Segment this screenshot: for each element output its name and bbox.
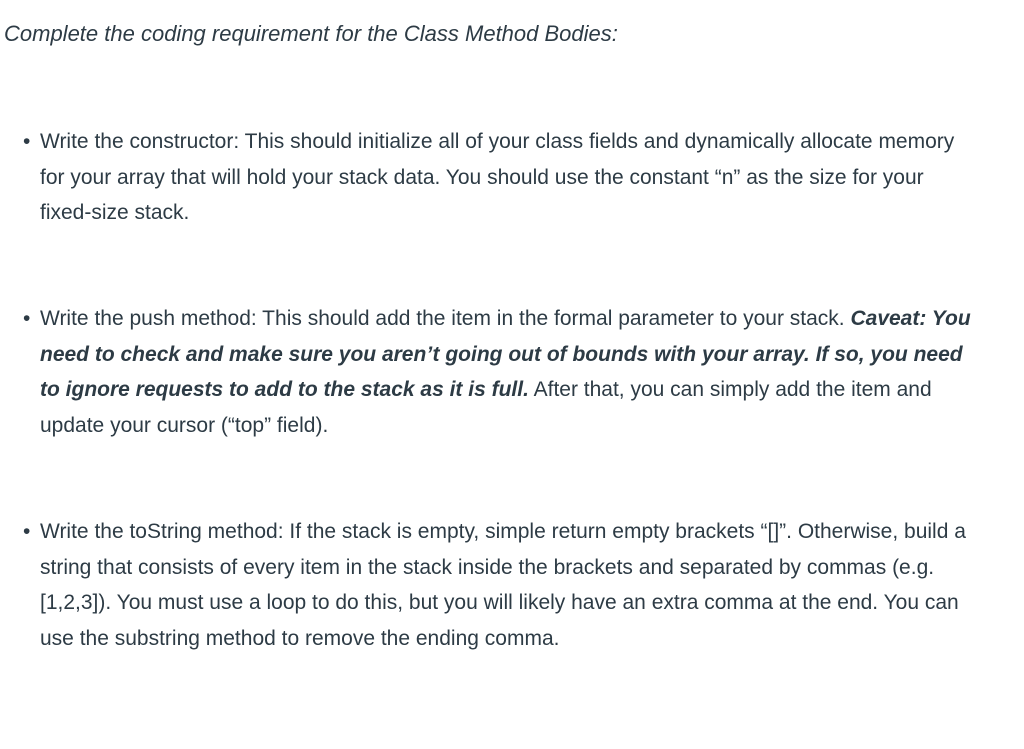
push-caveat-text: Caveat: You need to check and make sure you aren’t going out of bounds with your array. If so, you need to ignore requests to add to the stack as it is full. xyxy=(40,307,971,401)
bullet-dot-icon: • xyxy=(23,520,31,543)
constructor-requirement-item xyxy=(23,124,980,231)
tostring-requirement-item xyxy=(23,514,980,656)
constructor-requirement-text: Write the constructor: This should initialize all of your class fields and dynamically allocate memory for your array that will hold your stack data. You should use the constant “n” as the size for your fixed-size stack. xyxy=(40,130,955,224)
page-heading: Complete the coding requirement for the Class Method Bodies: xyxy=(4,21,618,46)
push-requirement-item xyxy=(23,301,980,443)
tostring-requirement-text: Write the toString method: If the stack is empty, simple return empty brackets “[]”. Otherwise, build a string that consists of every item in the stack inside the brackets and separated by commas (e.g. [1,2,3]). You must use a loop to do this, but you will likely have an extra comma at the end. You can use the substring method to remove the ending comma. xyxy=(40,520,966,650)
bullet-dot-icon: • xyxy=(23,307,31,330)
push-requirement-text: Write the push method: This should add the item in the formal parameter to your stack. xyxy=(40,307,851,330)
bullet-dot-icon: • xyxy=(23,130,31,153)
push-requirement-text-after: After that, you can simply add the item and update your cursor (“top” field). xyxy=(40,378,932,437)
